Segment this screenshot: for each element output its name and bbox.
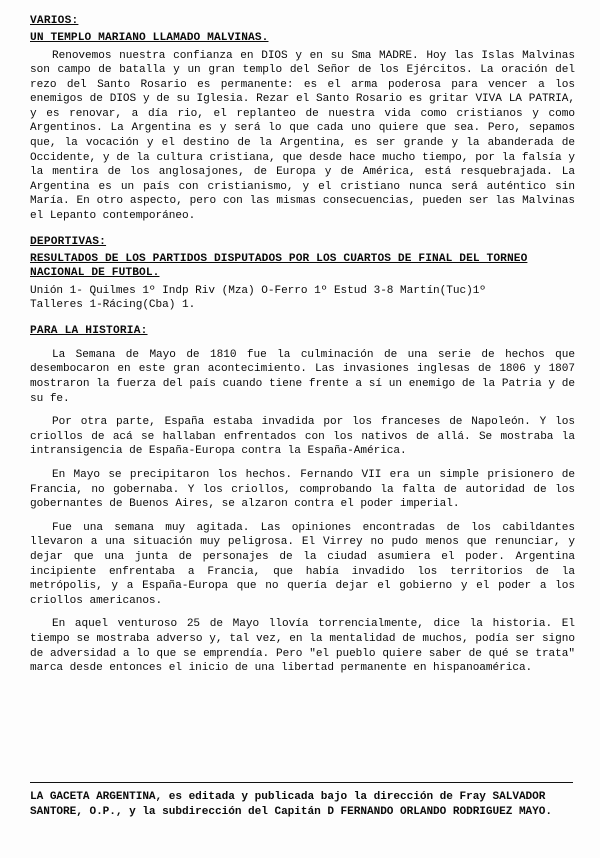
section-para-la-historia [30,324,575,676]
subheading-resultados-partidos: RESULTADOS DE LOS PARTIDOS DISPUTADOS POR LOS CUARTOS DE FINAL DEL TORNEO NACIONAL DE FUTBOL. [30,252,528,280]
paragraph-historia-5: En aquel venturoso 25 de Mayo llovía torrencialmente, dice la historia. El tiempo se mostraba adverso y, tal vez, en la mentalidad de muchos, podía ser signo de adversidad a lo que se emprendía. Pero "el pueblo quiere saber de qué se trata" marca desde entonces el inicio de una libertad permanente en hispanoamérica. [30,618,575,675]
spacer [30,610,575,617]
section-deportivas [30,235,575,313]
section-heading-varios: VARIOS: [30,15,79,27]
spacer [30,341,575,348]
spacer [30,461,575,468]
paragraph-historia-1: La Semana de Mayo de 1810 fue la culminación de una serie de hechos que desembocaron en este gran acontecimiento. Las invasiones inglesas de 1806 y 1807 mostraron la fuerza del país cuando tiene frente a sí un enemigo de la Patria y de su fe. [30,348,575,405]
document-body [30,14,575,687]
section-heading-historia: PARA LA HISTORIA: [30,324,148,337]
paragraph-historia-3: En Mayo se precipitaron los hechos. Fernando VII era un simple prisionero de Francia, no gobernaba. Y los criollos, comprobando la falta de autoridad de los gobernantes de Buenos Aires, se alzaron contra el poder imperial. [30,468,575,511]
results-line-2: Talleres 1-Rácing(Cba) 1. [30,299,196,312]
footer-divider [30,782,573,783]
paragraph-historia-4: Fue una semana muy agitada. Las opiniones encontradas de los cabildantes llevaron a una situación muy peligrosa. El Virrey no pudo menos que renunciar, y dejar que una junta de personajes de la ciudad asumiera el poder. Argentina incipiente enfrentaba a Francia, que había invadido los territorios de la metrópolis, y a España-Europa que no quería dejar el gobierno y el poder a los criollos americanos. [30,521,575,607]
paragraph-historia-2: Por otra parte, España estaba invadida por los franceses de Napoleón. Y los criollos de acá se hallaban enfrentados con los nativos de allá. Se mostraba la intransigencia de España-Europa contra la España-América. [30,416,575,458]
subheading-templo-mariano: UN TEMPLO MARIANO LLAMADO MALVINAS. [30,32,269,44]
paragraph-varios-1: Renovemos nuestra confianza en DIOS y en su Sma MADRE. Hoy las Islas Malvinas son campo de batalla y un gran templo del Señor de los Ejércitos. La oración del rezo del Santo Rosario es permanente: es el arma poderosa para vencer a los enemigos de DIOS y de su Iglesia. Rezar el Santo Rosario es gritar VIVA LA PATRIA, y es renovar, a día rio, el replanteo de nuestra vida como cristianos y como Argentinos. La Argentina es y será lo que cada uno quiere que sea. Pero, sepamos que, la vocación y el destino de la Argentina, es ser grande y la abanderada de Occidente, y de la cultura cristiana, que desde hace mucho tiempo, por la falsía y la mentira de los anglosajones, de Europa y de América, está resquebrajada. La Argentina es un país con cristianismo, y el cristiano nunca será auténtico sin María. En otro aspecto, pero con las mismas consecuencias, pueden ser las Malvinas el Lepanto contemporáneo. [30,49,575,223]
results-line-1: Unión 1- Quilmes 1º Indp Riv (Mza) O-Ferro 1º Estud 3-8 Martín(Tuc)1º [30,284,486,297]
spacer [30,514,575,521]
section-heading-deportivas: DEPORTIVAS: [30,235,107,248]
spacer [30,408,575,415]
section-varios [30,14,575,224]
footer-credits: LA GACETA ARGENTINA, es editada y publicada bajo la dirección de Fray SALVADOR SANTORE, O.P., y la subdirección del Capitán D FERNANDO ORLANDO RODRIGUEZ MAYO. [30,791,552,818]
